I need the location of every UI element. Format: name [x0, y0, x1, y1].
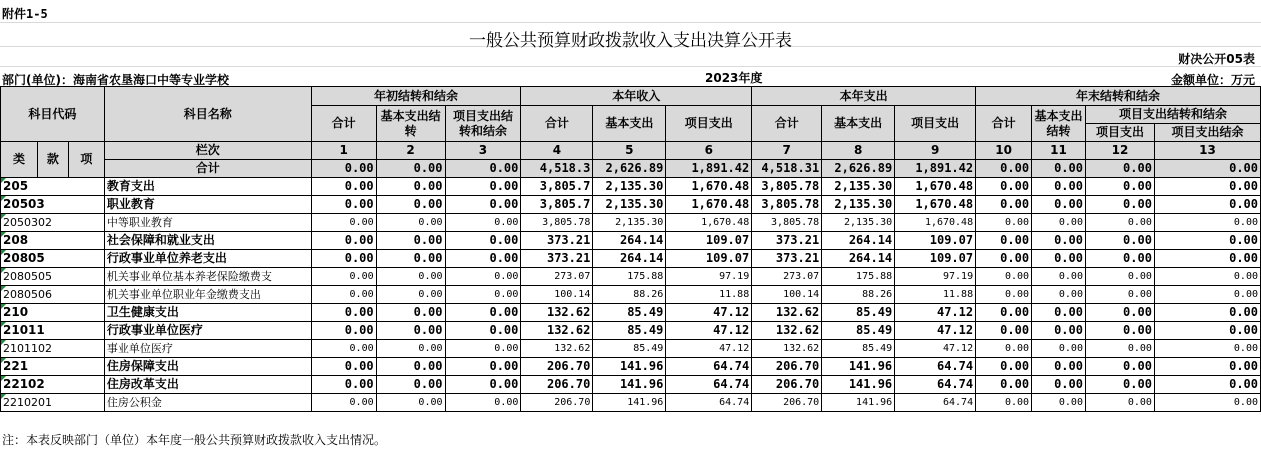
amount-cell: 0.00 [1154, 250, 1260, 268]
amount-cell: 0.00 [376, 340, 445, 358]
amount-cell: 0.00 [1032, 376, 1086, 394]
col-expense-group: 本年支出 [752, 87, 976, 106]
amount-cell: 0.00 [445, 322, 521, 340]
amount-cell: 1,670.48 [666, 214, 752, 232]
subject-code-cell: 2080506 [1, 286, 105, 304]
amount-cell: 175.88 [593, 268, 666, 286]
amount-cell: 0.00 [976, 250, 1032, 268]
amount-cell: 141.96 [822, 394, 895, 412]
amount-cell: 0.00 [445, 358, 521, 376]
total-cell: 1,891.42 [895, 160, 976, 178]
col-end-total: 合计 [976, 106, 1032, 142]
amount-cell: 0.00 [1085, 196, 1154, 214]
table-row [1, 268, 1261, 286]
amount-cell: 0.00 [311, 232, 376, 250]
subject-code-cell: 221 [1, 358, 105, 376]
amount-cell: 0.00 [445, 286, 521, 304]
total-row [1, 160, 1261, 178]
subject-name-cell: 卫生健康支出 [104, 304, 311, 322]
page-title: 一般公共预算财政拨款收入支出决算公开表 [469, 31, 792, 51]
amount-cell: 0.00 [1154, 196, 1260, 214]
amount-cell: 0.00 [445, 394, 521, 412]
amount-cell: 0.00 [445, 376, 521, 394]
amount-cell: 1,670.48 [666, 178, 752, 196]
amount-cell: 0.00 [1032, 232, 1086, 250]
amount-cell: 3,805.78 [521, 214, 593, 232]
amount-cell: 0.00 [1085, 394, 1154, 412]
amount-cell: 0.00 [376, 178, 445, 196]
amount-cell: 3,805.78 [752, 196, 822, 214]
amount-cell: 141.96 [593, 358, 666, 376]
amount-cell: 0.00 [1085, 268, 1154, 286]
amount-cell: 132.62 [752, 304, 822, 322]
amount-cell: 0.00 [376, 286, 445, 304]
amount-cell: 0.00 [376, 358, 445, 376]
amount-cell: 0.00 [1032, 394, 1086, 412]
amount-cell: 109.07 [895, 232, 976, 250]
amount-cell: 0.00 [445, 268, 521, 286]
amount-cell: 0.00 [976, 232, 1032, 250]
col-num-9: 9 [895, 142, 976, 160]
amount-cell: 64.74 [895, 376, 976, 394]
amount-cell: 100.14 [521, 286, 593, 304]
year-label: 2023年度 [705, 71, 763, 85]
amount-cell: 88.26 [822, 286, 895, 304]
amount-cell: 141.96 [822, 358, 895, 376]
amount-cell: 0.00 [311, 214, 376, 232]
amount-cell: 0.00 [1085, 286, 1154, 304]
amount-cell: 0.00 [1154, 322, 1260, 340]
amount-cell: 11.88 [895, 286, 976, 304]
table-row [1, 286, 1261, 304]
amount-cell: 373.21 [752, 232, 822, 250]
col-kuan: 款 [37, 142, 68, 178]
col-num-2: 2 [376, 142, 445, 160]
amount-cell: 88.26 [593, 286, 666, 304]
amount-cell: 0.00 [376, 394, 445, 412]
table-row [1, 196, 1261, 214]
amount-cell: 0.00 [1154, 178, 1260, 196]
amount-cell: 264.14 [593, 232, 666, 250]
table-row [1, 358, 1261, 376]
col-end-group: 年末结转和结余 [976, 87, 1261, 106]
budget-table [0, 86, 1261, 412]
subject-name-cell: 住房公积金 [104, 394, 311, 412]
amount-cell: 0.00 [1085, 178, 1154, 196]
amount-cell: 141.96 [593, 394, 666, 412]
amount-cell: 2,135.30 [593, 214, 666, 232]
amount-cell: 175.88 [822, 268, 895, 286]
amount-cell: 0.00 [311, 268, 376, 286]
subject-name-cell: 教育支出 [104, 178, 311, 196]
amount-cell: 3,805.78 [752, 214, 822, 232]
subject-code-cell: 205 [1, 178, 105, 196]
amount-cell: 0.00 [976, 268, 1032, 286]
total-cell: 0.00 [1154, 160, 1260, 178]
amount-cell: 3,805.7 [521, 178, 593, 196]
col-lei: 类 [1, 142, 38, 178]
amount-cell: 1,670.48 [895, 214, 976, 232]
col-income-total: 合计 [521, 106, 593, 142]
amount-cell: 109.07 [666, 232, 752, 250]
col-expense-total: 合计 [752, 106, 822, 142]
subject-name-cell: 社会保障和就业支出 [104, 232, 311, 250]
amount-cell: 0.00 [976, 322, 1032, 340]
amount-cell: 0.00 [976, 178, 1032, 196]
amount-cell: 85.49 [822, 322, 895, 340]
col-income-basic: 基本支出 [593, 106, 666, 142]
amount-cell: 0.00 [376, 250, 445, 268]
amount-cell: 264.14 [822, 232, 895, 250]
col-subject-code: 科目代码 [1, 87, 105, 142]
subject-code-cell: 20503 [1, 196, 105, 214]
amount-cell: 2,135.30 [593, 178, 666, 196]
amount-cell: 0.00 [1154, 394, 1260, 412]
subject-name-cell: 行政事业单位养老支出 [104, 250, 311, 268]
amount-cell: 47.12 [666, 322, 752, 340]
amount-cell: 85.49 [822, 304, 895, 322]
col-num-11: 11 [1032, 142, 1086, 160]
subject-code-cell: 2050302 [1, 214, 105, 232]
amount-cell: 64.74 [895, 358, 976, 376]
amount-cell: 0.00 [1032, 214, 1086, 232]
amount-cell: 206.70 [752, 358, 822, 376]
total-cell: 2,626.89 [822, 160, 895, 178]
amount-cell: 0.00 [445, 304, 521, 322]
amount-cell: 3,805.78 [752, 178, 822, 196]
total-cell: 0.00 [1085, 160, 1154, 178]
col-end-basic: 基本支出结转 [1032, 106, 1086, 142]
amount-cell: 85.49 [822, 340, 895, 358]
amount-cell: 0.00 [1085, 376, 1154, 394]
amount-cell: 206.70 [521, 394, 593, 412]
amount-cell: 47.12 [666, 340, 752, 358]
amount-cell: 3,805.7 [521, 196, 593, 214]
table-row [1, 322, 1261, 340]
table-row [1, 394, 1261, 412]
amount-cell: 0.00 [445, 214, 521, 232]
amount-cell: 11.88 [666, 286, 752, 304]
amount-cell: 132.62 [752, 322, 822, 340]
amount-cell: 273.07 [521, 268, 593, 286]
amount-cell: 206.70 [521, 358, 593, 376]
amount-cell: 0.00 [1154, 214, 1260, 232]
col-num-7: 7 [752, 142, 822, 160]
amount-cell: 0.00 [445, 232, 521, 250]
amount-cell: 0.00 [1032, 286, 1086, 304]
total-cell: 0.00 [445, 160, 521, 178]
table-row [1, 214, 1261, 232]
amount-cell: 0.00 [376, 304, 445, 322]
amount-cell: 206.70 [521, 376, 593, 394]
amount-cell: 0.00 [1032, 178, 1086, 196]
amount-cell: 273.07 [752, 268, 822, 286]
col-end-project-exp: 项目支出 [1085, 124, 1154, 142]
total-cell: 0.00 [976, 160, 1032, 178]
amount-cell: 0.00 [1154, 358, 1260, 376]
amount-cell: 47.12 [895, 340, 976, 358]
amount-cell: 2,135.30 [822, 178, 895, 196]
total-cell: 4,518.3 [521, 160, 593, 178]
amount-cell: 132.62 [521, 340, 593, 358]
amount-cell: 206.70 [752, 394, 822, 412]
amount-cell: 0.00 [311, 286, 376, 304]
amount-cell: 373.21 [521, 250, 593, 268]
amount-cell: 0.00 [1154, 304, 1260, 322]
amount-cell: 47.12 [666, 304, 752, 322]
col-num-4: 4 [521, 142, 593, 160]
col-expense-project: 项目支出 [895, 106, 976, 142]
amount-cell: 206.70 [752, 376, 822, 394]
amount-cell: 64.74 [666, 394, 752, 412]
subject-code-cell: 208 [1, 232, 105, 250]
subject-name-cell: 住房改革支出 [104, 376, 311, 394]
amount-cell: 0.00 [976, 304, 1032, 322]
col-end-project-group: 项目支出结转和结余 [1085, 106, 1260, 124]
amount-cell: 100.14 [752, 286, 822, 304]
amount-cell: 0.00 [1085, 304, 1154, 322]
amount-cell: 0.00 [1085, 214, 1154, 232]
amount-cell: 0.00 [311, 340, 376, 358]
amount-cell: 0.00 [376, 196, 445, 214]
subject-name-cell: 住房保障支出 [104, 358, 311, 376]
amount-cell: 0.00 [376, 376, 445, 394]
total-cell: 2,626.89 [593, 160, 666, 178]
amount-cell: 264.14 [593, 250, 666, 268]
amount-cell: 0.00 [976, 196, 1032, 214]
amount-cell: 1,670.48 [895, 178, 976, 196]
col-begin-total: 合计 [311, 106, 376, 142]
col-num-5: 5 [593, 142, 666, 160]
amount-cell: 0.00 [1032, 304, 1086, 322]
amount-cell: 47.12 [895, 304, 976, 322]
amount-cell: 0.00 [311, 250, 376, 268]
report-header [0, 0, 1261, 86]
table-code: 财决公开05表 [1178, 52, 1255, 66]
subject-name-cell: 事业单位医疗 [104, 340, 311, 358]
total-cell: 1,891.42 [666, 160, 752, 178]
amount-cell: 1,670.48 [895, 196, 976, 214]
subject-code-cell: 2101102 [1, 340, 105, 358]
amount-cell: 0.00 [1085, 232, 1154, 250]
amount-cell: 0.00 [976, 376, 1032, 394]
amount-cell: 0.00 [311, 178, 376, 196]
amount-cell: 0.00 [976, 286, 1032, 304]
col-expense-basic: 基本支出 [822, 106, 895, 142]
amount-cell: 1,670.48 [666, 196, 752, 214]
amount-cell: 373.21 [521, 232, 593, 250]
amount-cell: 97.19 [666, 268, 752, 286]
attachment-label: 附件1-5 [2, 7, 48, 21]
col-num-12: 12 [1085, 142, 1154, 160]
amount-cell: 0.00 [311, 304, 376, 322]
amount-unit: 金额单位：万元 [1170, 73, 1255, 87]
col-num-13: 13 [1154, 142, 1260, 160]
subject-name-cell: 行政事业单位医疗 [104, 322, 311, 340]
amount-cell: 2,135.30 [822, 214, 895, 232]
col-lanci: 栏次 [104, 142, 311, 160]
amount-cell: 0.00 [311, 376, 376, 394]
amount-cell: 0.00 [1085, 250, 1154, 268]
amount-cell: 132.62 [752, 340, 822, 358]
total-cell: 0.00 [311, 160, 376, 178]
col-num-6: 6 [666, 142, 752, 160]
table-row [1, 232, 1261, 250]
amount-cell: 109.07 [666, 250, 752, 268]
amount-cell: 64.74 [666, 376, 752, 394]
col-subject-name: 科目名称 [104, 87, 311, 142]
subject-name-cell: 职业教育 [104, 196, 311, 214]
amount-cell: 0.00 [1032, 268, 1086, 286]
subject-code-cell: 21011 [1, 322, 105, 340]
subject-code-cell: 20805 [1, 250, 105, 268]
amount-cell: 0.00 [976, 340, 1032, 358]
amount-cell: 0.00 [1154, 340, 1260, 358]
amount-cell: 0.00 [311, 196, 376, 214]
amount-cell: 0.00 [1154, 286, 1260, 304]
table-row [1, 178, 1261, 196]
amount-cell: 0.00 [311, 394, 376, 412]
amount-cell: 141.96 [822, 376, 895, 394]
amount-cell: 0.00 [1154, 232, 1260, 250]
department-label: 部门(单位)：海南省农垦海口中等专业学校 [2, 73, 229, 87]
col-num-8: 8 [822, 142, 895, 160]
amount-cell: 85.49 [593, 340, 666, 358]
amount-cell: 132.62 [521, 322, 593, 340]
amount-cell: 264.14 [822, 250, 895, 268]
amount-cell: 0.00 [1085, 340, 1154, 358]
amount-cell: 0.00 [1154, 376, 1260, 394]
col-end-project-carry: 项目支出结余 [1154, 124, 1260, 142]
amount-cell: 0.00 [976, 394, 1032, 412]
total-cell: 0.00 [1032, 160, 1086, 178]
amount-cell: 141.96 [593, 376, 666, 394]
amount-cell: 47.12 [895, 322, 976, 340]
amount-cell: 0.00 [1085, 358, 1154, 376]
col-income-project: 项目支出 [666, 106, 752, 142]
col-xiang: 项 [68, 142, 104, 178]
amount-cell: 0.00 [376, 232, 445, 250]
amount-cell: 373.21 [752, 250, 822, 268]
table-note: 注：本表反映部门（单位）本年度一般公共预算财政拨款收入支出情况。 [2, 433, 387, 447]
amount-cell: 0.00 [1154, 268, 1260, 286]
amount-cell: 0.00 [445, 178, 521, 196]
amount-cell: 0.00 [1032, 322, 1086, 340]
col-num-10: 10 [976, 142, 1032, 160]
amount-cell: 0.00 [311, 322, 376, 340]
amount-cell: 0.00 [1032, 196, 1086, 214]
amount-cell: 85.49 [593, 304, 666, 322]
col-begin-basic: 基本支出结转 [376, 106, 445, 142]
amount-cell: 0.00 [376, 268, 445, 286]
subject-code-cell: 2210201 [1, 394, 105, 412]
amount-cell: 0.00 [445, 250, 521, 268]
col-num-3: 3 [445, 142, 521, 160]
amount-cell: 0.00 [445, 340, 521, 358]
total-label: 合计 [104, 160, 311, 178]
amount-cell: 0.00 [976, 214, 1032, 232]
total-cell: 4,518.31 [752, 160, 822, 178]
col-num-1: 1 [311, 142, 376, 160]
amount-cell: 109.07 [895, 250, 976, 268]
subject-code-cell: 210 [1, 304, 105, 322]
subject-name-cell: 机关事业单位基本养老保险缴费支 [104, 268, 311, 286]
amount-cell: 64.74 [666, 358, 752, 376]
table-row [1, 376, 1261, 394]
subject-code-cell: 2080505 [1, 268, 105, 286]
total-cell: 0.00 [376, 160, 445, 178]
table-row [1, 250, 1261, 268]
amount-cell: 2,135.30 [822, 196, 895, 214]
amount-cell: 0.00 [1032, 250, 1086, 268]
amount-cell: 64.74 [895, 394, 976, 412]
subject-name-cell: 机关事业单位职业年金缴费支出 [104, 286, 311, 304]
amount-cell: 0.00 [1032, 358, 1086, 376]
amount-cell: 132.62 [521, 304, 593, 322]
amount-cell: 0.00 [311, 358, 376, 376]
amount-cell: 0.00 [1032, 340, 1086, 358]
col-begin-group: 年初结转和结余 [311, 87, 521, 106]
table-row [1, 340, 1261, 358]
amount-cell: 0.00 [1085, 322, 1154, 340]
amount-cell: 85.49 [593, 322, 666, 340]
col-begin-project: 项目支出结转和结余 [445, 106, 521, 142]
amount-cell: 2,135.30 [593, 196, 666, 214]
col-income-group: 本年收入 [521, 87, 752, 106]
amount-cell: 0.00 [376, 214, 445, 232]
table-row [1, 304, 1261, 322]
amount-cell: 0.00 [445, 196, 521, 214]
amount-cell: 0.00 [976, 358, 1032, 376]
subject-name-cell: 中等职业教育 [104, 214, 311, 232]
subject-code-cell: 22102 [1, 376, 105, 394]
amount-cell: 0.00 [376, 322, 445, 340]
amount-cell: 97.19 [895, 268, 976, 286]
